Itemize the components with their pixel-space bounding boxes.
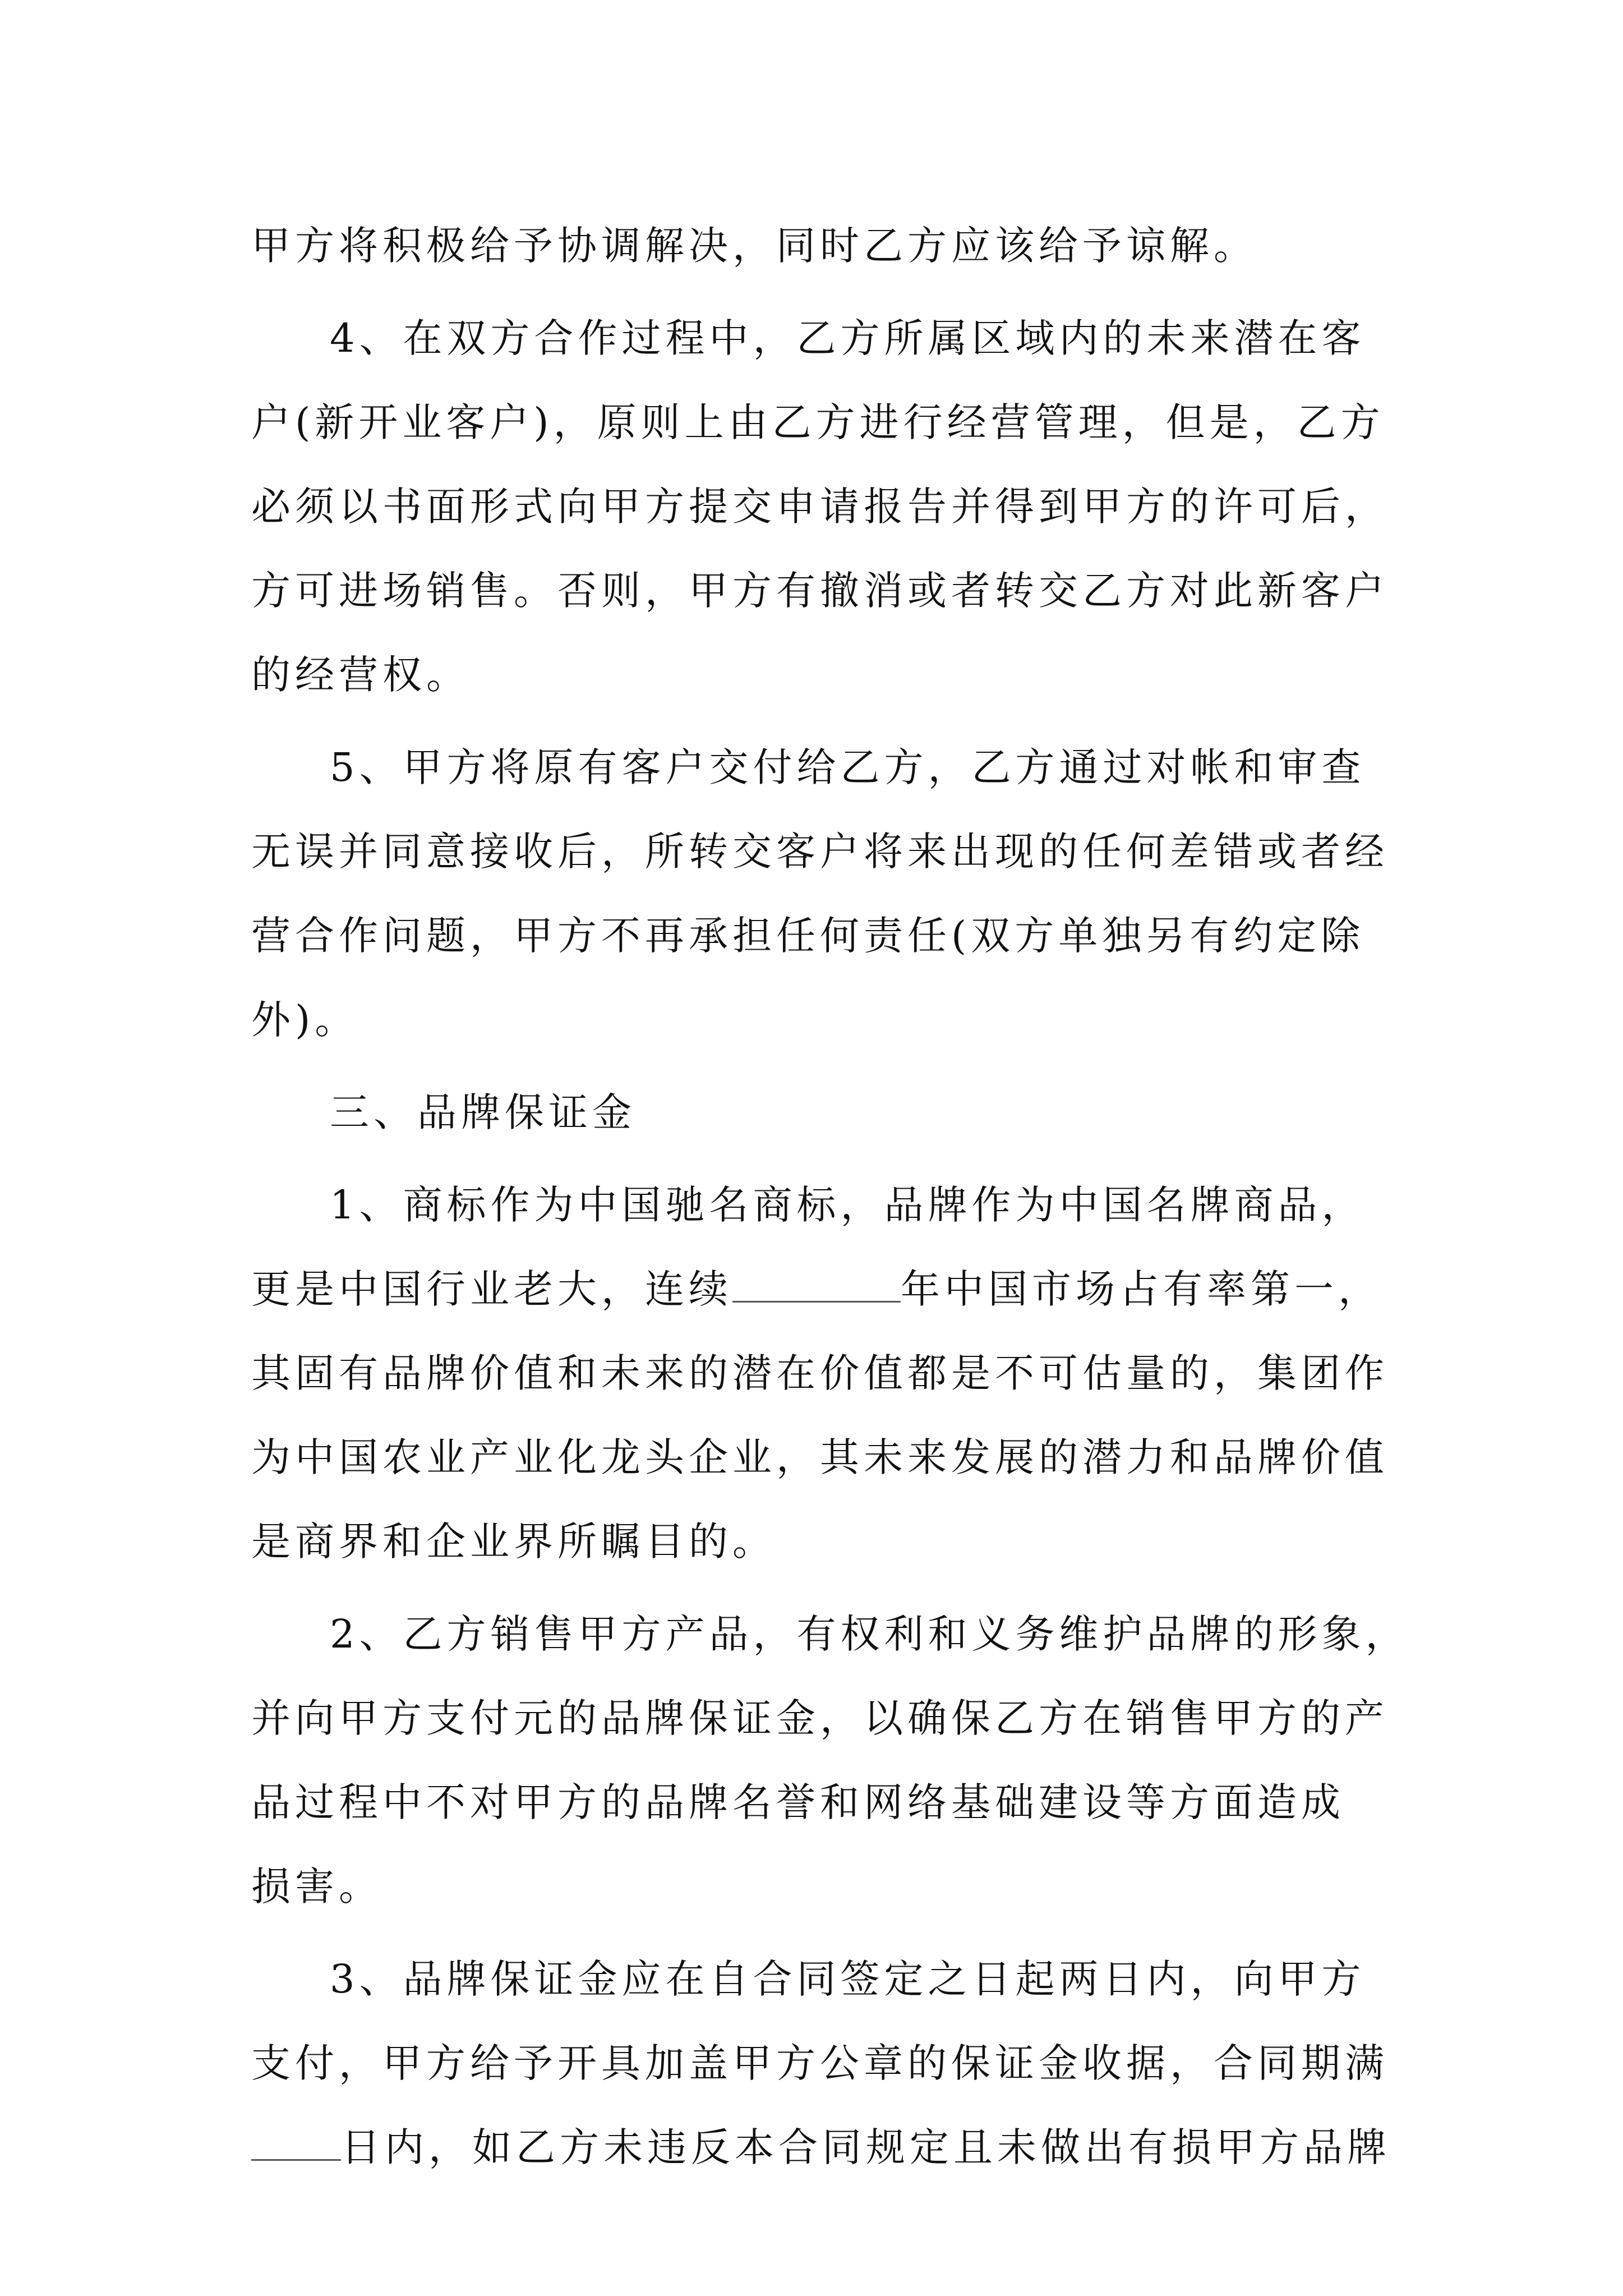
text-segment: 年中国市场占有率第一， xyxy=(901,1266,1382,1312)
text-line: 方可进场销售。否则，甲方有撤消或者转交乙方对此新客户 xyxy=(251,568,1389,614)
text-line-with-blank xyxy=(251,2125,1391,2170)
fill-in-blank xyxy=(251,2125,341,2161)
text-line: 无误并同意接收后，所转交客户将来出现的任何差错或者经 xyxy=(251,829,1389,875)
text-line: 甲方将积极给予协调解决，同时乙方应该给予谅解。 xyxy=(251,223,1257,269)
text-line: 损害。 xyxy=(251,1864,382,1910)
text-line: 支付，甲方给予开具加盖甲方公章的保证金收据，合同期满 xyxy=(251,2040,1389,2086)
text-line: 的经营权。 xyxy=(251,652,470,698)
text-line: 户(新开业客户)，原则上由乙方进行经营管理，但是，乙方 xyxy=(251,399,1385,445)
text-line: 其固有品牌价值和未来的潜在价值都是不可估量的，集团作 xyxy=(251,1350,1389,1396)
fill-in-blank xyxy=(732,1267,901,1303)
text-line-with-blank xyxy=(251,1267,1382,1312)
text-line: 是商界和企业界所瞩目的。 xyxy=(251,1519,776,1565)
text-line: 4、在双方合作过程中，乙方所属区域内的未来潜在客 xyxy=(330,315,1366,361)
section-heading: 三、品牌保证金 xyxy=(330,1089,636,1135)
text-line: 外)。 xyxy=(251,997,359,1043)
text-segment: 更是中国行业老大，连续 xyxy=(251,1266,732,1312)
text-line: 为中国农业产业化龙头企业，其未来发展的潜力和品牌价值 xyxy=(251,1434,1389,1480)
text-segment: 日内，如乙方未违反本合同规定且未做出有损甲方品牌 xyxy=(341,2124,1391,2170)
text-line: 品过程中不对甲方的品牌名誉和网络基础建设等方面造成 xyxy=(251,1779,1345,1825)
text-line: 5、甲方将原有客户交付给乙方，乙方通过对帐和审查 xyxy=(330,744,1366,790)
text-line: 2、乙方销售甲方产品，有权利和义务维护品牌的形象， xyxy=(330,1611,1409,1657)
text-line: 并向甲方支付元的品牌保证金，以确保乙方在销售甲方的产 xyxy=(251,1695,1389,1741)
text-line: 1、商标作为中国驰名商标，品牌作为中国名牌商品， xyxy=(330,1182,1366,1228)
text-line: 营合作问题，甲方不再承担任何责任(双方单独另有约定除 xyxy=(251,913,1365,959)
text-line: 3、品牌保证金应在自合同签定之日起两日内，向甲方 xyxy=(330,1956,1366,2002)
text-line: 必须以书面形式向甲方提交申请报告并得到甲方的许可后， xyxy=(251,484,1389,530)
